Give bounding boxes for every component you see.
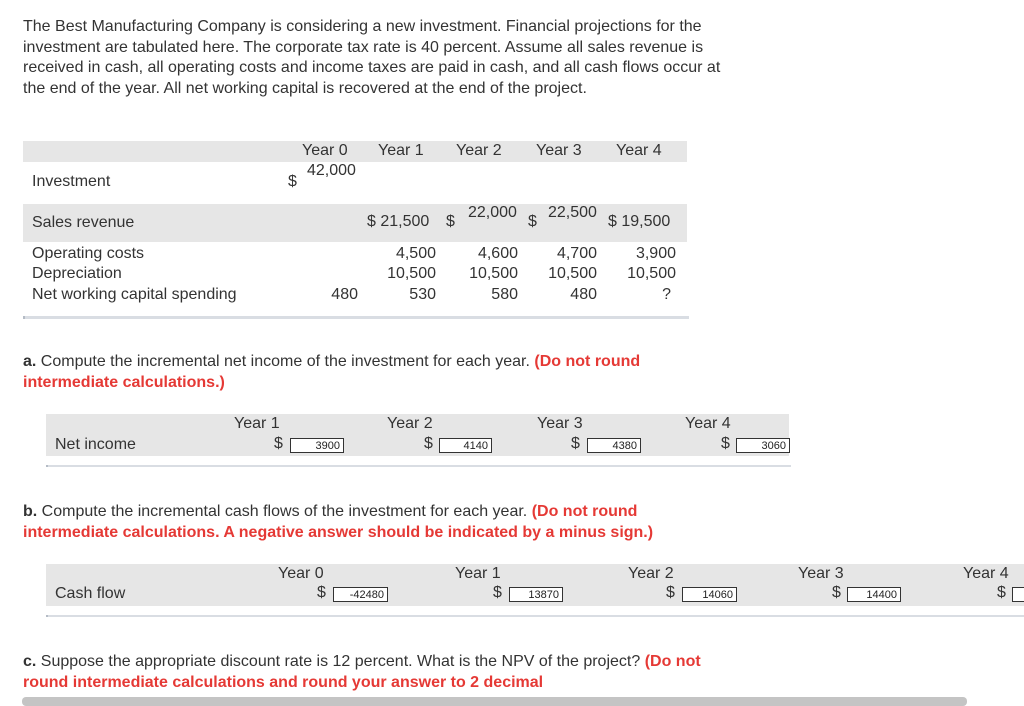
cf-year-0: Year 0	[278, 565, 324, 582]
cash-flow-y2-input[interactable]: 14060	[682, 587, 737, 602]
cash-flow-y0-input[interactable]: -42480	[333, 587, 388, 602]
net-income-y3-input[interactable]: 4380	[587, 438, 641, 453]
ni-y1-currency: $	[274, 435, 283, 452]
cash-flow-y1-input[interactable]: 13870	[509, 587, 563, 602]
part-a-lead: a.	[23, 353, 37, 370]
problem-statement: The Best Manufacturing Company is considering a new investment. Financial projections for the investment are tabulated here. The corporate tax rate is 40 percent. Assume all sales revenue is received in cash, all operating costs and income taxes are paid in cash, and all cash flows occur at the end of the year. All net working capital is recovered at the end of the project.	[23, 18, 721, 97]
cf-year-1: Year 1	[455, 565, 501, 582]
sales-y3-currency: $	[528, 213, 537, 230]
col-year-1: Year 1	[378, 142, 424, 159]
cf-year-4: Year 4	[963, 565, 1009, 582]
cf-y0-currency: $	[317, 584, 326, 601]
nwc-y3: 480	[570, 286, 597, 303]
net-income-y4-input[interactable]: 3060	[736, 438, 790, 453]
opcost-y2: 4,600	[477, 245, 518, 262]
cf-y1-currency: $	[493, 584, 502, 601]
investment-value: 42,000	[307, 162, 356, 179]
part-b-text: Compute the incremental cash flows of the investment for each year.	[37, 503, 532, 520]
part-b-question	[23, 502, 735, 543]
row-label-nwc: Net working capital spending	[32, 286, 237, 303]
nwc-y4: ?	[662, 286, 671, 303]
cf-y4-currency: $	[997, 584, 1006, 601]
cf-year-2: Year 2	[628, 565, 674, 582]
col-year-2: Year 2	[456, 142, 502, 159]
ni-y2-currency: $	[424, 435, 433, 452]
net-income-bottom-rule	[46, 465, 791, 467]
net-income-y2-input[interactable]: 4140	[439, 438, 492, 453]
part-a-text: Compute the incremental net income of the investment for each year.	[36, 353, 535, 370]
cf-y2-currency: $	[666, 584, 675, 601]
nwc-y0: 480	[331, 286, 358, 303]
ni-year-3: Year 3	[537, 415, 583, 432]
cash-flow-label: Cash flow	[55, 585, 126, 602]
horizontal-scrollbar[interactable]	[22, 697, 967, 706]
part-a-question	[23, 352, 735, 393]
part-c-lead: c.	[23, 653, 37, 670]
col-year-0: Year 0	[302, 142, 348, 159]
part-b-lead: b.	[23, 503, 38, 520]
cf-y3-currency: $	[832, 584, 841, 601]
opcost-y1: 4,500	[395, 245, 436, 262]
net-income-label: Net income	[55, 436, 136, 453]
cash-flow-y3-input[interactable]: 14400	[847, 587, 901, 602]
col-year-3: Year 3	[536, 142, 582, 159]
opcost-y3: 4,700	[556, 245, 597, 262]
row-label-depreciation: Depreciation	[32, 265, 122, 282]
sales-y2-currency: $	[446, 213, 455, 230]
depr-y3: 10,500	[548, 265, 597, 282]
cf-year-3: Year 3	[798, 565, 844, 582]
part-c-question	[23, 652, 735, 693]
net-income-y1-input[interactable]: 3900	[290, 438, 344, 453]
ni-year-1: Year 1	[234, 415, 280, 432]
sales-y3: 22,500	[548, 204, 597, 221]
col-year-4: Year 4	[616, 142, 662, 159]
row-label-operating-costs: Operating costs	[32, 245, 145, 262]
nwc-y2: 580	[491, 286, 518, 303]
row-label-sales: Sales revenue	[32, 214, 135, 231]
ni-y3-currency: $	[571, 435, 580, 452]
cash-flow-bottom-rule	[46, 615, 1024, 617]
sales-y1: $ 21,500	[367, 213, 430, 230]
depr-y2: 10,500	[469, 265, 518, 282]
row-label-investment: Investment	[32, 173, 111, 190]
sales-y2: 22,000	[468, 204, 517, 221]
investment-currency: $	[288, 173, 297, 190]
sales-y4: $ 19,500	[608, 213, 671, 230]
nwc-y1: 530	[409, 286, 436, 303]
part-c-text: Suppose the appropriate discount rate is 12 percent. What is the NPV of the project?	[36, 653, 645, 670]
cash-flow-y4-input[interactable]	[1012, 587, 1024, 602]
ni-y4-currency: $	[721, 435, 730, 452]
part-c-instruction: (Do not round intermediate calculations and round your answer to 2 decimal	[23, 653, 701, 691]
depr-y4: 10,500	[627, 265, 676, 282]
part-b-instruction: (Do not round intermediate calculations. A negative answer should be indicated by a minus sign.)	[23, 503, 654, 541]
table-bottom-rule	[23, 316, 689, 319]
opcost-y4: 3,900	[635, 245, 676, 262]
depr-y1: 10,500	[387, 265, 436, 282]
ni-year-2: Year 2	[387, 415, 433, 432]
table-header-band	[23, 141, 687, 162]
ni-year-4: Year 4	[685, 415, 731, 432]
part-a-instruction: (Do not round intermediate calculations.)	[23, 353, 641, 391]
